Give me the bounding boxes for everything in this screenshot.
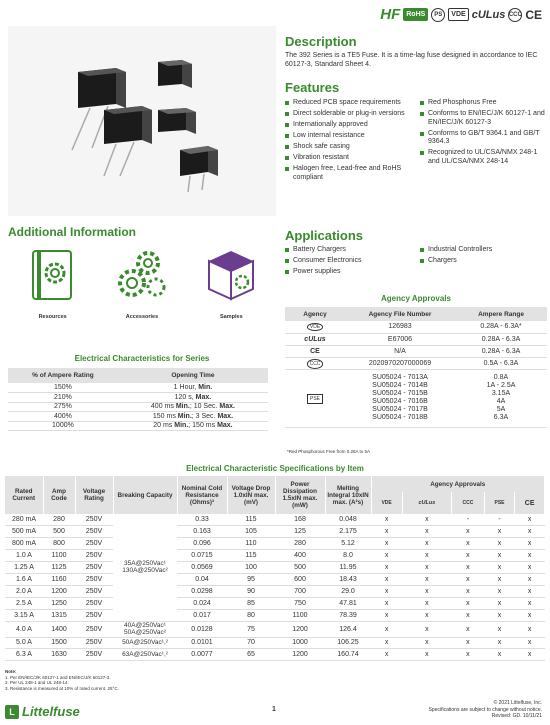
samples-link[interactable] <box>191 245 271 320</box>
file-number-list: SU05024 - 7013A SU05024 - 7014B SU05024 - 7015B SU05024 - 7016B SU05024 - 7017B SU05024 - 7018B <box>345 369 455 427</box>
resources-book-icon <box>23 245 83 305</box>
breaking-capacity-header: Breaking Capacity <box>113 476 177 514</box>
table-row <box>285 357 547 369</box>
ampere-range-header: Ampere Range <box>455 307 547 321</box>
table-row <box>285 333 547 345</box>
pse-mark-icon: PS <box>431 8 445 22</box>
agency-approvals-header: Agency Approvals <box>371 476 545 492</box>
agency-approvals-table <box>285 307 547 428</box>
ccc-mark-icon: CCC <box>508 8 522 22</box>
table-row: 3.15 A 1315 250V 0.017 80 1100 78.39 x x x x x <box>5 609 545 621</box>
vde-col-icon: VDE <box>371 492 402 514</box>
voltage-rating-header: Voltage Rating <box>75 476 113 514</box>
features-title: Features <box>285 80 340 95</box>
littelfuse-logo-icon: L <box>5 705 19 719</box>
breaking-capacity: 63A@250Vac¹,² <box>113 649 177 661</box>
opening-time-header: Opening Time <box>118 368 268 383</box>
feature-item: Vibration resistant <box>285 154 412 163</box>
table-row <box>285 345 547 357</box>
ul-mark-icon: cULus <box>471 8 506 21</box>
littelfuse-logo: L Littelfuse <box>5 704 80 719</box>
halogen-free-mark: HF <box>380 6 401 23</box>
accessories-link[interactable] <box>102 245 182 320</box>
application-item: Battery Chargers <box>285 246 412 255</box>
page-footer <box>0 700 550 725</box>
notes: Note: 1. Per EN/IEC/J/K 60127-1 and EN/IEC/J/K 60127-3. 2. Per UL 248-1 and UL 248-14. 3. Resistance is measured at 10% of rated current, 25°C. <box>5 669 119 691</box>
feature-item: Red Phosphorus Free <box>420 99 547 108</box>
ampere-range: 0.28A - 6.3A <box>455 345 547 357</box>
table-row: 4.0 A 1400 250V 40A@250Vac¹ 50A@250Vac² 0.0128 75 1200 126.4 x x x x x <box>5 621 545 637</box>
samples-label: Samples <box>220 314 243 320</box>
feature-item: Direct solderable or plug-in versions <box>285 110 412 119</box>
table-row <box>285 321 547 333</box>
applications-title: Applications <box>285 228 364 243</box>
table-row: 6.3 A 1630 250V 63A@250Vac¹,² 0.0077 65 1200 160.74 x x x x x <box>5 649 545 661</box>
table-row <box>285 369 547 427</box>
feature-item: Low internal resistance <box>285 132 412 141</box>
application-item: Power supplies <box>285 268 412 277</box>
agency-approvals-title: Agency Approvals <box>381 294 451 303</box>
description-section <box>285 34 545 69</box>
applications-right-list <box>420 246 547 279</box>
features-right-list <box>420 99 547 185</box>
table-row: 800 mA 800 250V 0.096 110 280 5.12 x x x x x <box>5 538 545 550</box>
feature-item: Halogen free, Lead-free and RoHS compliant <box>285 165 412 182</box>
file-number-header: Agency File Number <box>345 307 455 321</box>
elec-characteristics-table <box>8 368 268 431</box>
features-section <box>285 80 547 185</box>
copyright: © 2021 Littelfuse, Inc. Specifications are subject to change without notice. Revised: GD. 10/11/21 <box>428 700 542 719</box>
feature-item: Conforms to GB/T 9364.1 and GB/T 9364.3 <box>420 130 547 147</box>
feature-item: Conforms to EN/IEC/J/K 60127-1 and EN/IEC/J/K 60127-3 <box>420 110 547 127</box>
vde-icon: VDE <box>285 321 345 333</box>
table-row: 400% 150 ms Min.; 3 Sec. Max. <box>8 412 268 422</box>
samples-box-icon <box>201 245 261 305</box>
table-row: 5.0 A 1500 250V 50A@250Vac¹,² 0.0101 70 1000 106.25 x x x x x <box>5 637 545 649</box>
accessories-label: Accessories <box>125 314 159 320</box>
table-row: 150% 1 Hour, Min. <box>8 383 268 393</box>
vde-mark-icon: VDE <box>448 8 468 21</box>
rated-current-header: Rated Current <box>5 476 43 514</box>
fuse-products-icon <box>8 26 276 216</box>
spec-table <box>5 476 545 661</box>
table-row: 280 mA 280 250V 35A@250Vac¹ 130A@250Vac² 0.33 115 168 0.048 x x - - x <box>5 514 545 526</box>
breaking-capacity-group: 35A@250Vac¹ 130A@250Vac² <box>113 514 177 621</box>
ccc-col-icon: CCC <box>452 492 485 514</box>
application-item: Industrial Controllers <box>420 246 547 255</box>
pse-icon: PSE <box>285 369 345 427</box>
feature-item: Internationally approved <box>285 121 412 130</box>
power-dissipation-header: Power Dissipation 1.5xIN max. (mW) <box>275 476 325 514</box>
description-text: The 392 Series is a TE5 Fuse. It is a time-lag fuse designed in accordance to IEC 60127-3, Standard Sheet 4. <box>285 52 538 68</box>
voltage-drop-header: Voltage Drop 1.0xIN max. (mV) <box>227 476 275 514</box>
additional-info-section <box>8 225 276 320</box>
ampere-range: 0.28A - 6.3A* <box>455 321 547 333</box>
ce-mark-icon: CE <box>525 7 542 22</box>
file-number: N/A <box>345 345 455 357</box>
applications-section <box>285 228 547 279</box>
cold-resistance-header: Nominal Cold Resistance (Ohms)³ <box>177 476 227 514</box>
features-left-list <box>285 99 412 185</box>
resources-label: Resources <box>38 314 67 320</box>
additional-info-title: Additional Information <box>8 225 136 239</box>
table-row: 1000% 20 ms Min.; 150 ms Max. <box>8 421 268 431</box>
feature-item: Reduced PCB space requirements <box>285 99 412 108</box>
table-row: 2.0 A 1200 250V 0.0298 90 700 29.0 x x x x x <box>5 585 545 597</box>
table-row: 1.6 A 1160 250V 0.04 95 600 18.43 x x x x x <box>5 573 545 585</box>
spec-table-title: Electrical Characteristic Specifications by Item <box>186 464 364 473</box>
table-row: 2.5 A 1250 250V 0.024 85 750 47.81 x x x x x <box>5 597 545 609</box>
ul-icon: cULus <box>285 333 345 345</box>
certification-bar <box>380 6 542 23</box>
feature-item: Recognized to UL/CSA/NMX 248-1 and UL/CSA/NMX 248-14 <box>420 149 547 166</box>
table-row: 1.0 A 1100 250V 0.0715 115 400 8.0 x x x x x <box>5 550 545 562</box>
ampere-range: 0.28A - 6.3A <box>455 333 547 345</box>
pct-rating-header: % of Ampere Rating <box>8 368 118 383</box>
elec-characteristics-title: Electrical Characteristics for Series <box>74 354 210 363</box>
table-row: 275% 400 ms Min.; 10 Sec. Max. <box>8 402 268 412</box>
feature-item: Shock safe casing <box>285 143 412 152</box>
melting-integral-header: Melting Integral 10xIN max. (A²s) <box>325 476 371 514</box>
accessories-gears-icon <box>112 245 172 305</box>
table-row: 1.25 A 1125 250V 0.0569 100 500 11.95 x x x x x <box>5 562 545 574</box>
file-number: 2020970207000069 <box>345 357 455 369</box>
application-item: Consumer Electronics <box>285 257 412 266</box>
ul-col-icon: cULus <box>402 492 451 514</box>
rohs-badge: RoHS <box>403 8 428 21</box>
ccc-icon: CCC <box>285 357 345 369</box>
ce-icon: CE <box>285 345 345 357</box>
pse-col-icon: PSE <box>484 492 514 514</box>
breaking-capacity: 40A@250Vac¹ 50A@250Vac² <box>113 621 177 637</box>
applications-left-list <box>285 246 412 279</box>
ampere-range: 0.5A - 6.3A <box>455 357 547 369</box>
ampere-range-list: 0.8A 1A - 2.5A 3.15A 4A 5A 6.3A <box>455 369 547 427</box>
agency-footnote: *Red Phosphorous Free from 0.28A to 5A <box>287 449 371 454</box>
breaking-capacity: 50A@250Vac¹,² <box>113 637 177 649</box>
file-number: 126983 <box>345 321 455 333</box>
table-row: 500 mA 500 250V 0.163 105 125 2.175 x x x x x <box>5 526 545 538</box>
product-photo <box>8 26 276 216</box>
resources-link[interactable] <box>13 245 93 320</box>
page-number: 1 <box>272 706 276 713</box>
amp-code-header: Amp Code <box>43 476 75 514</box>
table-row: 210% 120 s, Max. <box>8 393 268 403</box>
agency-header: Agency <box>285 307 345 321</box>
application-item: Chargers <box>420 257 547 266</box>
file-number: E67006 <box>345 333 455 345</box>
ce-col-icon: CE <box>515 492 545 514</box>
description-title: Description <box>285 34 357 49</box>
